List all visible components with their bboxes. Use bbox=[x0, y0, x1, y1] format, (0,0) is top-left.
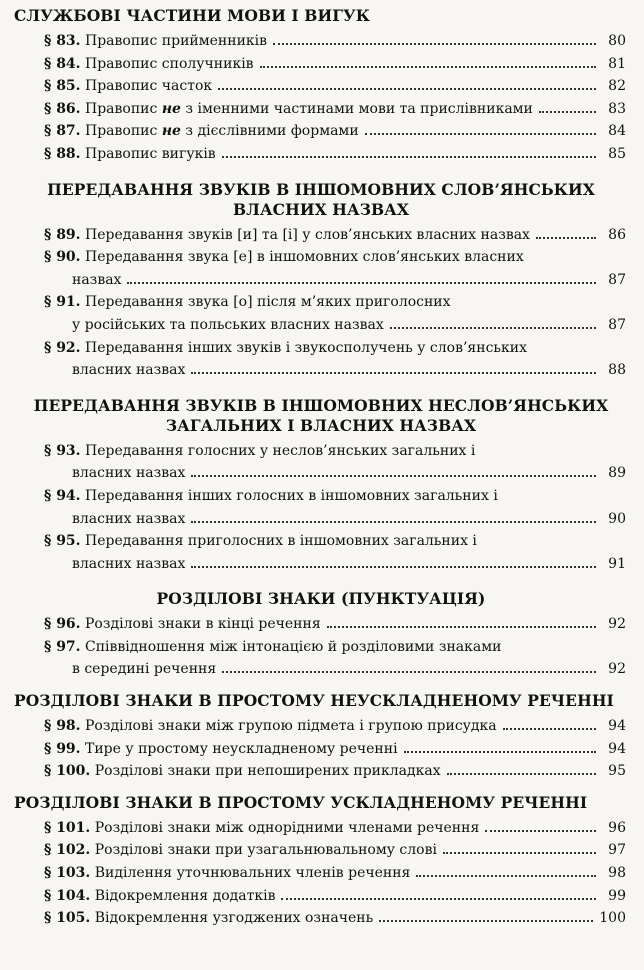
entry-page-number: 94 bbox=[608, 718, 626, 735]
section-heading-line: ПЕРЕДАВАННЯ ЗВУКІВ В ІНШОМОВНИХ НЕСЛОВ’ЯНСЬКИХ bbox=[33, 395, 609, 415]
entry-number: § 94. bbox=[44, 487, 81, 504]
entry-number: § 86. bbox=[44, 100, 81, 117]
entry-number: § 91. bbox=[44, 294, 81, 311]
toc-entry[interactable] bbox=[8, 224, 634, 247]
entry-page-number: 82 bbox=[608, 78, 626, 95]
toc-entry[interactable] bbox=[8, 885, 634, 908]
entry-page-number: 91 bbox=[608, 555, 626, 572]
entry-number: § 92. bbox=[44, 339, 81, 356]
entry-page-number: 83 bbox=[608, 100, 626, 117]
dot-leader bbox=[365, 133, 596, 135]
toc-entry[interactable] bbox=[8, 291, 634, 336]
dot-leader bbox=[485, 830, 596, 832]
entry-title: Передавання інших звуків і звукосполучень у слов’янських bbox=[85, 339, 528, 356]
entry-page-number: 92 bbox=[608, 661, 626, 678]
section-heading-line: РОЗДІЛОВІ ЗНАКИ В ПРОСТОМУ УСКЛАДНЕНОМУ РЕЧЕННІ bbox=[14, 792, 588, 812]
toc-entry[interactable] bbox=[8, 53, 634, 76]
entry-page-number: 99 bbox=[608, 887, 626, 904]
entry-title: Правопис не з іменними частинами мови та прислівниками bbox=[85, 100, 533, 117]
dot-leader bbox=[222, 156, 596, 158]
toc-entry[interactable] bbox=[8, 839, 634, 862]
entry-page-number: 95 bbox=[608, 763, 626, 780]
toc-entry[interactable] bbox=[8, 246, 634, 291]
section-heading-line: РОЗДІЛОВІ ЗНАКИ (ПУНКТУАЦІЯ) bbox=[156, 589, 486, 609]
entry-title: власних назвах bbox=[72, 362, 186, 379]
toc-entry[interactable] bbox=[8, 817, 634, 840]
section-heading-line: ВЛАСНИХ НАЗВАХ bbox=[232, 199, 410, 219]
dot-leader bbox=[404, 751, 596, 753]
section-heading-line: РОЗДІЛОВІ ЗНАКИ В ПРОСТОМУ НЕУСКЛАДНЕНОМУ РЕЧЕННІ bbox=[14, 691, 614, 711]
toc-entry[interactable] bbox=[8, 30, 634, 53]
entry-title: Відокремлення узгоджених означень bbox=[94, 910, 374, 927]
entry-title: Розділові знаки при узагальнювальному слові bbox=[94, 842, 437, 859]
toc-section bbox=[8, 589, 634, 681]
entry-title: Правопис сполучників bbox=[85, 55, 254, 72]
entry-page-number: 87 bbox=[608, 271, 626, 288]
entry-page-number: 100 bbox=[599, 910, 626, 927]
entry-number: § 85. bbox=[44, 78, 81, 95]
dot-leader bbox=[443, 852, 596, 854]
entry-number: § 83. bbox=[44, 33, 81, 49]
entry-number: § 95. bbox=[44, 533, 81, 550]
entry-title: власних назвах bbox=[72, 510, 186, 527]
dot-leader bbox=[191, 475, 596, 477]
entry-number: § 90. bbox=[44, 249, 81, 266]
dot-leader bbox=[281, 898, 596, 900]
entry-number: § 102. bbox=[44, 842, 91, 859]
dot-leader bbox=[191, 521, 596, 523]
entry-number: § 100. bbox=[44, 763, 91, 780]
toc-section bbox=[8, 793, 634, 930]
entry-title: в середині речення bbox=[72, 661, 217, 678]
entry-number: § 105. bbox=[44, 910, 91, 927]
entry-title: Розділові знаки при непоширених прикладках bbox=[94, 763, 441, 780]
entry-title: Правопис вигуків bbox=[85, 145, 216, 162]
entry-title: Виділення уточнювальних членів речення bbox=[94, 865, 411, 882]
entry-number: § 88. bbox=[44, 145, 81, 162]
entry-number: § 87. bbox=[44, 123, 81, 140]
entry-title: Передавання звуків [и] та [і] у слов’янських власних назвах bbox=[85, 226, 530, 243]
section-heading bbox=[8, 180, 634, 220]
toc-entry[interactable] bbox=[8, 715, 634, 738]
dot-leader bbox=[218, 88, 596, 90]
dot-leader bbox=[390, 327, 596, 329]
entry-number: § 89. bbox=[44, 226, 81, 243]
entry-number: § 98. bbox=[44, 718, 81, 735]
dot-leader bbox=[191, 372, 596, 374]
toc-entry[interactable] bbox=[8, 738, 634, 761]
section-heading bbox=[8, 396, 634, 436]
toc-entry[interactable] bbox=[8, 120, 634, 143]
section-gap bbox=[8, 386, 634, 396]
entry-number: § 99. bbox=[44, 740, 81, 757]
entry-page-number: 98 bbox=[608, 865, 626, 882]
dot-leader bbox=[273, 43, 596, 45]
entry-number: § 93. bbox=[44, 442, 81, 459]
dot-leader bbox=[379, 920, 593, 922]
entry-page-number: 84 bbox=[608, 123, 626, 140]
section-heading-line: СЛУЖБОВІ ЧАСТИНИ МОВИ І ВИГУК bbox=[14, 6, 370, 25]
entry-title: Передавання приголосних в іншомовних загальних і bbox=[85, 533, 477, 550]
entry-title: Розділові знаки в кінці речення bbox=[85, 616, 321, 633]
entry-page-number: 96 bbox=[608, 819, 626, 836]
entry-title: Відокремлення додатків bbox=[94, 887, 276, 904]
toc-entry[interactable] bbox=[8, 862, 634, 885]
section-heading-line: ПЕРЕДАВАННЯ ЗВУКІВ В ІНШОМОВНИХ СЛОВ’ЯНСЬКИХ bbox=[47, 179, 595, 199]
dot-leader bbox=[539, 111, 596, 113]
entry-number: § 101. bbox=[44, 819, 91, 836]
entry-page-number: 97 bbox=[608, 842, 626, 859]
entry-title: у російських та польських власних назвах bbox=[72, 316, 384, 333]
entry-title: Тире у простому неускладненому реченні bbox=[85, 740, 398, 757]
toc-entry[interactable] bbox=[8, 907, 634, 930]
entry-page-number: 89 bbox=[608, 465, 626, 482]
dot-leader bbox=[191, 566, 596, 568]
section-heading bbox=[8, 6, 634, 26]
section-gap bbox=[8, 579, 634, 589]
section-heading bbox=[8, 691, 634, 711]
dot-leader bbox=[260, 66, 596, 68]
entry-page-number: 81 bbox=[608, 55, 626, 72]
entry-title: власних назвах bbox=[72, 555, 186, 572]
entry-page-number: 90 bbox=[608, 510, 626, 527]
dot-leader bbox=[327, 626, 596, 628]
entry-title: Передавання голосних у неслов’янських загальних і bbox=[85, 442, 476, 459]
toc-section bbox=[8, 6, 634, 166]
entry-number: § 103. bbox=[44, 865, 91, 882]
entry-title: Правопис не з дієслівними формами bbox=[85, 123, 359, 140]
toc-entry[interactable] bbox=[8, 530, 634, 575]
toc-section bbox=[8, 691, 634, 783]
toc-entry[interactable] bbox=[8, 75, 634, 98]
entry-number: § 96. bbox=[44, 616, 81, 633]
toc-entry[interactable] bbox=[8, 143, 634, 166]
entry-page-number: 88 bbox=[608, 362, 626, 379]
section-heading bbox=[8, 793, 634, 813]
entry-title: власних назвах bbox=[72, 465, 186, 482]
toc-entry[interactable] bbox=[8, 98, 634, 121]
entry-title: Співвідношення між інтонацією й розділовими знаками bbox=[85, 638, 502, 655]
toc-section bbox=[8, 396, 634, 576]
toc-entry[interactable] bbox=[8, 337, 634, 382]
dot-leader bbox=[127, 282, 596, 284]
entry-title: Правопис прийменників bbox=[85, 33, 268, 49]
entry-page-number: 92 bbox=[608, 616, 626, 633]
entry-title: Передавання інших голосних в іншомовних загальних і bbox=[85, 487, 498, 504]
section-heading bbox=[8, 589, 634, 609]
section-gap bbox=[8, 170, 634, 180]
entry-page-number: 86 bbox=[608, 226, 626, 243]
dot-leader bbox=[536, 237, 596, 239]
entry-title: Передавання звука [е] в іншомовних слов’янських власних bbox=[85, 249, 524, 266]
dot-leader bbox=[416, 875, 596, 877]
entry-number: § 84. bbox=[44, 55, 81, 72]
toc-entry[interactable] bbox=[8, 440, 634, 485]
entry-title: назвах bbox=[72, 271, 122, 288]
toc-entry[interactable] bbox=[8, 760, 634, 783]
entry-page-number: 87 bbox=[608, 316, 626, 333]
dot-leader bbox=[503, 728, 596, 730]
entry-page-number: 80 bbox=[608, 33, 626, 49]
toc-section bbox=[8, 180, 634, 382]
entry-title: Розділові знаки між однорідними членами речення bbox=[94, 819, 480, 836]
toc-entry[interactable] bbox=[8, 636, 634, 681]
toc-entry[interactable] bbox=[8, 485, 634, 530]
entry-number: § 104. bbox=[44, 887, 91, 904]
entry-title: Передавання звука [о] після м’яких приголосних bbox=[85, 294, 451, 311]
section-heading-line: ЗАГАЛЬНИХ І ВЛАСНИХ НАЗВАХ bbox=[165, 415, 477, 435]
entry-title: Розділові знаки між групою підмета і групою присудка bbox=[85, 718, 497, 735]
entry-title: Правопис часток bbox=[85, 78, 213, 95]
entry-page-number: 94 bbox=[608, 740, 626, 757]
entry-number: § 97. bbox=[44, 638, 81, 655]
entry-page-number: 85 bbox=[608, 145, 626, 162]
dot-leader bbox=[222, 671, 596, 673]
toc-entry[interactable] bbox=[8, 613, 634, 636]
dot-leader bbox=[447, 773, 596, 775]
